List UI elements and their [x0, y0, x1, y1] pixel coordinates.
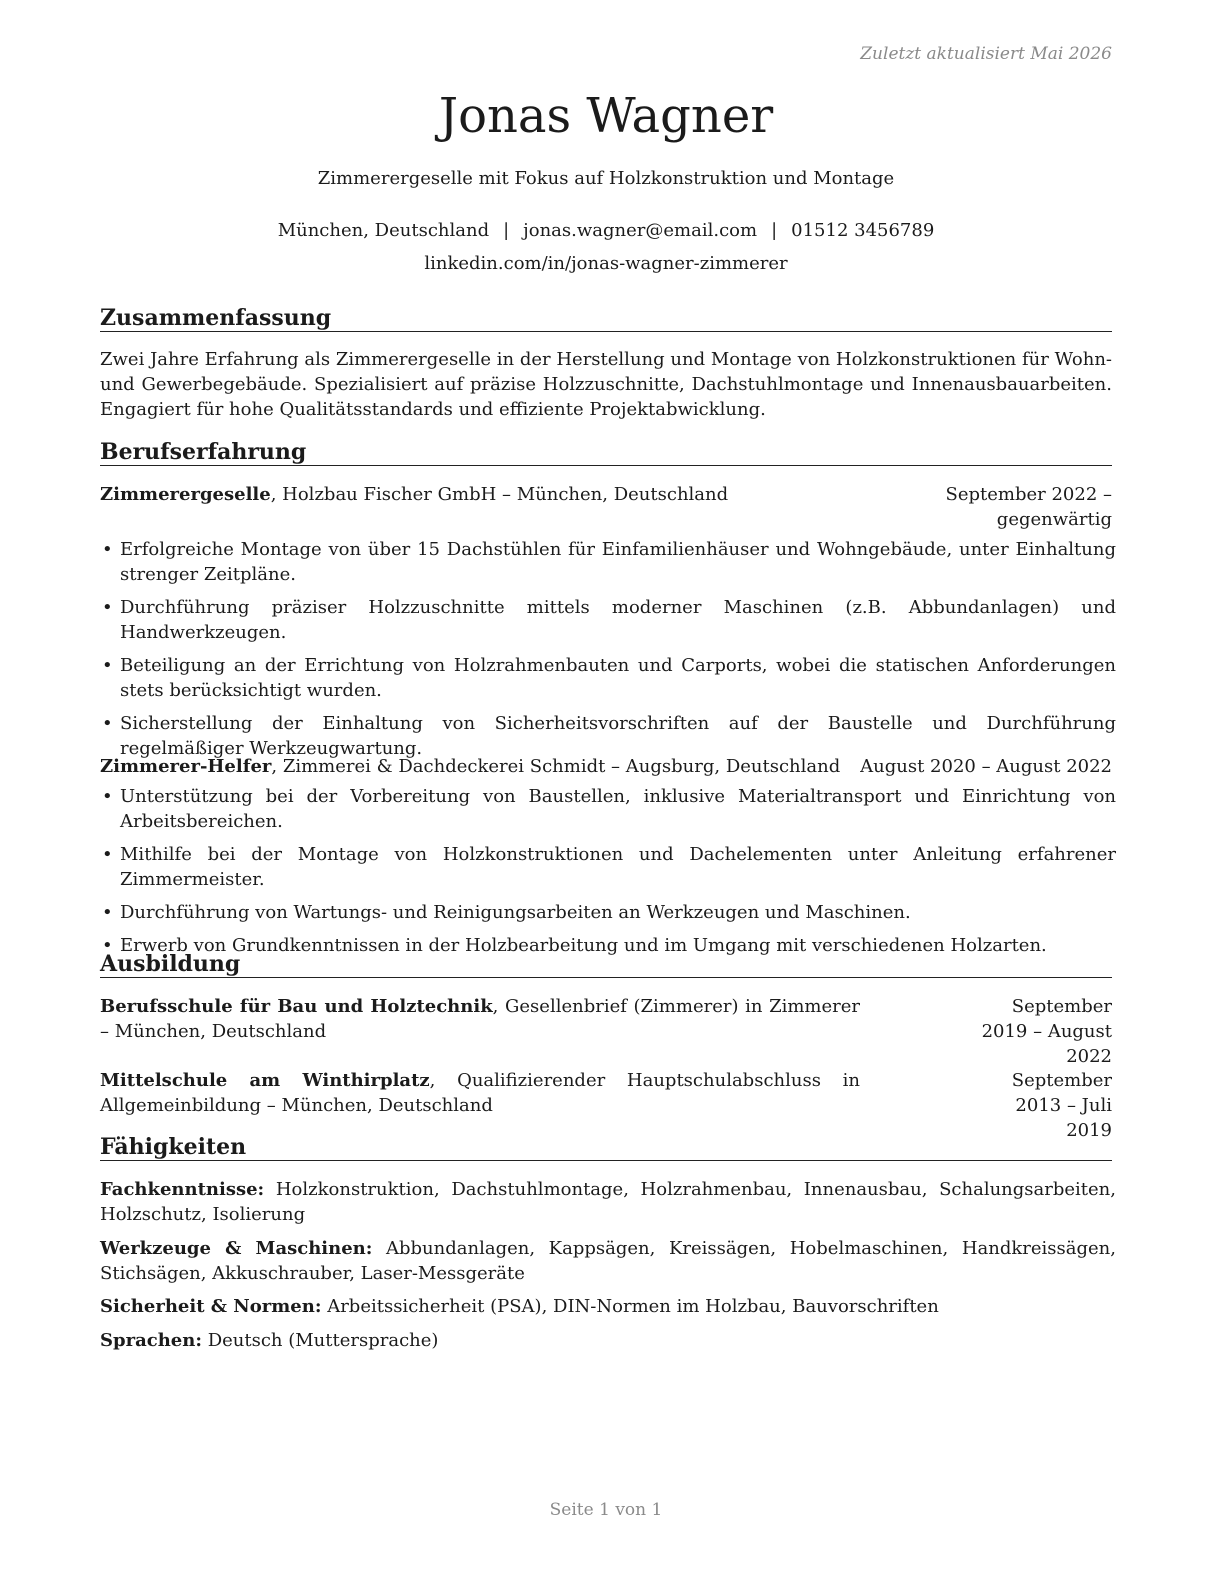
location: München, Deutschland	[277, 220, 490, 241]
job-dates: August 2020 – August 2022	[860, 756, 1112, 777]
phone-number: 01512 3456789	[791, 220, 935, 241]
education-heading	[100, 1068, 860, 1118]
skill-value: Abbundanlagen, Kappsägen, Kreissägen, Hobelmaschinen, Handkreissägen, Stichsägen, Akkuschrauber, Laser-Messgeräte	[100, 1238, 1117, 1284]
resume-page	[100, 0, 1117, 1584]
email-link[interactable]: jonas.wagner@email.com	[523, 220, 758, 241]
skill-value: Arbeitssicherheit (PSA), DIN-Normen im Holzbau, Bauvorschriften	[321, 1296, 939, 1317]
summary-text: Zwei Jahre Erfahrung als Zimmerergeselle in der Herstellung und Montage von Holzkonstruktionen für Wohn- und Gewerbegebäude. Spezialisiert auf präzise Holzzuschnitte, Dachstuhlmontage und Innenausbauarbeiten. Engagiert für hohe Qualitätsstandards und effiziente Projektabwicklung.	[100, 349, 1112, 420]
education-dates: September 2013 – Juli 2019	[1011, 1070, 1112, 1141]
job-title: Zimmerergeselle	[100, 484, 271, 505]
degree-detail: , Qualifizierender Hauptschulabschluss in Allgemeinbildung – München, Deutschland	[100, 1070, 860, 1116]
last-updated-note: Zuletzt aktualisiert Mai 2026	[860, 44, 1112, 64]
skill-line	[100, 1328, 1116, 1353]
skill-line	[100, 1177, 1116, 1227]
education-dates: September 2019 – August 2022	[981, 996, 1112, 1067]
education-heading	[100, 994, 860, 1044]
list-item: • Erwerb von Grundkenntnissen in der Holzbearbeitung und im Umgang mit verschiedenen Holzarten.	[100, 933, 1116, 958]
skill-label: Fachkenntnisse:	[100, 1179, 265, 1200]
job-dates: September 2022 – gegenwärtig	[945, 484, 1112, 530]
section-title-experience: Berufserfahrung	[100, 439, 1112, 466]
skill-line	[100, 1236, 1116, 1286]
skill-label: Werkzeuge & Maschinen:	[100, 1238, 373, 1259]
list-item: • Durchführung von Wartungs- und Reinigungsarbeiten an Werkzeugen und Maschinen.	[100, 900, 1116, 925]
school-name: Mittelschule am Winthirplatz	[100, 1070, 430, 1091]
list-item: • Durchführung präziser Holzzuschnitte mittels moderner Maschinen (z.B. Abbundanlagen) und Handwerkzeugen.	[100, 595, 1116, 645]
degree-detail: , Gesellenbrief (Zimmerer) in Zimmerer – München, Deutschland	[100, 996, 860, 1042]
candidate-name: Jonas Wagner	[438, 88, 774, 144]
job-bullets	[100, 784, 1116, 966]
skill-label: Sicherheit & Normen:	[100, 1296, 322, 1317]
page-number: Seite 1 von 1	[549, 1500, 663, 1520]
list-item: • Mithilfe bei der Montage von Holzkonstruktionen und Dachelementen unter Anleitung erfahrener Zimmermeister.	[100, 842, 1116, 892]
job-employer: , Zimmerei & Dachdeckerei Schmidt – Augsburg, Deutschland	[271, 756, 841, 777]
section-title-education: Ausbildung	[100, 951, 1112, 978]
list-item: • Beteiligung an der Errichtung von Holzrahmenbauten und Carports, wobei die statischen Anforderungen stets berücksichtigt wurden.	[100, 653, 1116, 703]
skill-label: Sprachen:	[100, 1330, 202, 1351]
job-bullets	[100, 537, 1116, 769]
skill-value: Holzkonstruktion, Dachstuhlmontage, Holzrahmenbau, Innenausbau, Schalungsarbeiten, Holzschutz, Isolierung	[100, 1179, 1116, 1225]
separator: |	[503, 220, 510, 241]
job-employer: , Holzbau Fischer GmbH – München, Deutschland	[270, 484, 729, 505]
list-item: • Erfolgreiche Montage von über 15 Dachstühlen für Einfamilienhäuser und Wohngebäude, unter Einhaltung strenger Zeitpläne.	[100, 537, 1116, 587]
section-title-summary: Zusammenfassung	[100, 305, 1112, 332]
contact-line	[100, 220, 1112, 241]
section-title-skills: Fähigkeiten	[100, 1134, 1112, 1161]
school-name: Berufsschule für Bau und Holztechnik	[100, 996, 493, 1017]
list-item: • Unterstützung bei der Vorbereitung von Baustellen, inklusive Materialtransport und Einrichtung von Arbeitsbereichen.	[100, 784, 1116, 834]
separator: |	[771, 220, 778, 241]
list-item: • Sicherstellung der Einhaltung von Sicherheitsvorschriften auf der Baustelle und Durchführung regelmäßiger Werkzeugwartung.	[100, 711, 1116, 761]
linkedin-link[interactable]: linkedin.com/in/jonas-wagner-zimmerer	[424, 253, 788, 274]
skill-value: Deutsch (Muttersprache)	[201, 1330, 439, 1351]
skill-line	[100, 1294, 1116, 1319]
job-heading	[100, 482, 728, 507]
job-title: Zimmerer-Helfer	[100, 756, 272, 777]
headline: Zimmerergeselle mit Fokus auf Holzkonstruktion und Montage	[317, 168, 895, 189]
job-heading	[100, 754, 840, 779]
